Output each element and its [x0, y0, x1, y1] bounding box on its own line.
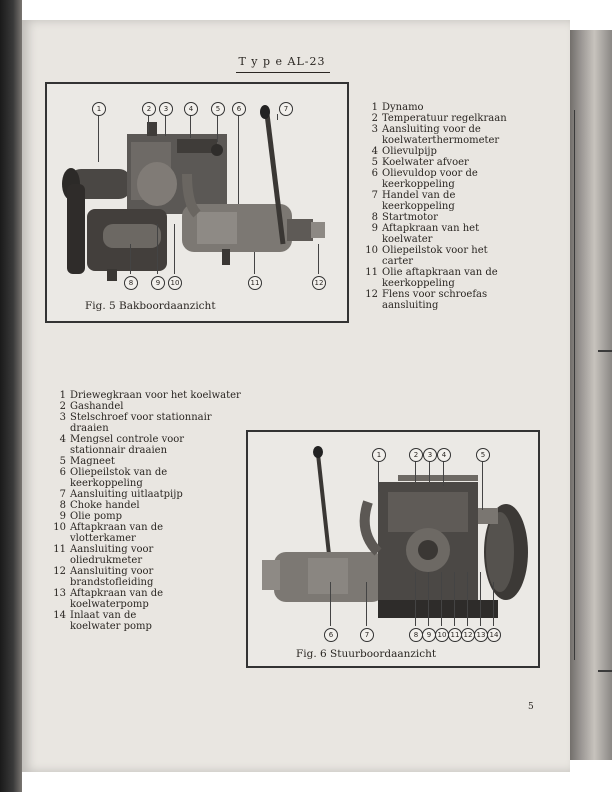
- legend-item: brandstofleiding: [70, 577, 154, 588]
- legend-item: 3 Stelschroef voor stationnair: [59, 412, 212, 423]
- fig6-callout-12: 12: [461, 628, 475, 642]
- legend-item: 5 Magneet: [59, 456, 115, 467]
- legend-item: 1 Dynamo: [371, 102, 424, 113]
- legend-item: 2 Gashandel: [59, 401, 124, 412]
- legend-item: 6 Olievuldop voor de: [371, 168, 478, 179]
- fig5-callout-5: 5: [211, 102, 225, 116]
- legend-item: 3 Aansluiting voor de: [371, 124, 481, 135]
- legend-item: 14 Inlaat van de: [53, 610, 137, 621]
- legend-item: 6 Oliepeilstok van de: [59, 467, 168, 478]
- legend-item: 10 Aftapkraan van de: [53, 522, 164, 533]
- legend-item: keerkoppeling: [382, 179, 455, 190]
- fig5-callout-9: 9: [151, 276, 165, 290]
- legend-item: koelwaterthermometer: [382, 135, 500, 146]
- fig6-callout-4: 4: [437, 448, 451, 462]
- legend-item: stationnair draaien: [70, 445, 168, 456]
- page-title: T y p e AL-23: [238, 55, 326, 68]
- fig6-callout-11: 11: [448, 628, 462, 642]
- fig6-callout-9: 9: [422, 628, 436, 642]
- legend-item: 9 Olie pomp: [59, 511, 122, 522]
- fig5-callout-1: 1: [92, 102, 106, 116]
- legend-item: 8 Startmotor: [371, 212, 438, 223]
- legend-item: 11 Olie aftapkraan van de: [365, 267, 498, 278]
- fig6-callout-3: 3: [423, 448, 437, 462]
- legend-item: oliedrukmeter: [70, 555, 143, 566]
- legend-item: 7 Handel van de: [371, 190, 456, 201]
- legend-item: keerkoppeling: [382, 201, 455, 212]
- fig5-caption: Fig. 5 Bakboordaanzicht: [85, 300, 216, 312]
- book-binding: [0, 0, 22, 792]
- legend-item: 1 Driewegkraan voor het koelwater: [59, 390, 241, 401]
- fig5-callout-10: 10: [168, 276, 182, 290]
- fig6-callout-2: 2: [409, 448, 423, 462]
- legend-item: 7 Aansluiting uitlaatpijp: [59, 489, 183, 500]
- page-stack-edge: [568, 30, 612, 760]
- legend-item: koelwater pomp: [70, 621, 152, 632]
- fig5-callout-6: 6: [232, 102, 246, 116]
- legend-item: draaien: [70, 423, 109, 434]
- figure-5: [45, 82, 349, 323]
- legend-item: keerkoppeling: [382, 278, 455, 289]
- fig6-callout-13: 13: [474, 628, 488, 642]
- fig5-callout-12: 12: [312, 276, 326, 290]
- legend-item: keerkoppeling: [70, 478, 143, 489]
- fig6-callout-7: 7: [360, 628, 374, 642]
- legend-item: 4 Olievulpijp: [371, 146, 437, 157]
- legend-item: 2 Temperatuur regelkraan: [371, 113, 507, 124]
- engine-port-side-photo: [47, 84, 347, 321]
- legend-item: aansluiting: [382, 300, 439, 311]
- legend-item: carter: [382, 256, 414, 267]
- legend-item: koelwaterpomp: [70, 599, 149, 610]
- fig5-callout-2: 2: [142, 102, 156, 116]
- fig6-callout-14: 14: [487, 628, 501, 642]
- legend-item: 13 Aftapkraan van de: [53, 588, 164, 599]
- legend-item: 12 Flens voor schroefas: [365, 289, 488, 300]
- legend-item: koelwater: [382, 234, 433, 245]
- fig5-legend: [364, 102, 564, 311]
- legend-item: 4 Mengsel controle voor: [59, 434, 185, 445]
- fig6-callout-1: 1: [372, 448, 386, 462]
- legend-item: 5 Koelwater afvoer: [371, 157, 469, 168]
- title-underline: [236, 72, 330, 73]
- fig5-callout-8: 8: [124, 276, 138, 290]
- fig5-callout-4: 4: [184, 102, 198, 116]
- page-number: 5: [528, 702, 534, 712]
- legend-item: 8 Choke handel: [59, 500, 140, 511]
- legend-item: 11 Aansluiting voor: [53, 544, 154, 555]
- fig5-callout-7: 7: [279, 102, 293, 116]
- fig6-callout-10: 10: [435, 628, 449, 642]
- fig5-callout-11: 11: [248, 276, 262, 290]
- fig6-callout-8: 8: [409, 628, 423, 642]
- fig5-callout-3: 3: [159, 102, 173, 116]
- legend-item: 12 Aansluiting voor: [53, 566, 154, 577]
- fig6-callout-6: 6: [324, 628, 338, 642]
- fig6-caption: Fig. 6 Stuurboordaanzicht: [296, 648, 437, 660]
- fig6-callout-5: 5: [476, 448, 490, 462]
- legend-item: vlotterkamer: [70, 533, 136, 544]
- figure-6: [246, 430, 540, 668]
- legend-item: 10 Oliepeilstok voor het: [365, 245, 488, 256]
- legend-item: 9 Aftapkraan van het: [371, 223, 480, 234]
